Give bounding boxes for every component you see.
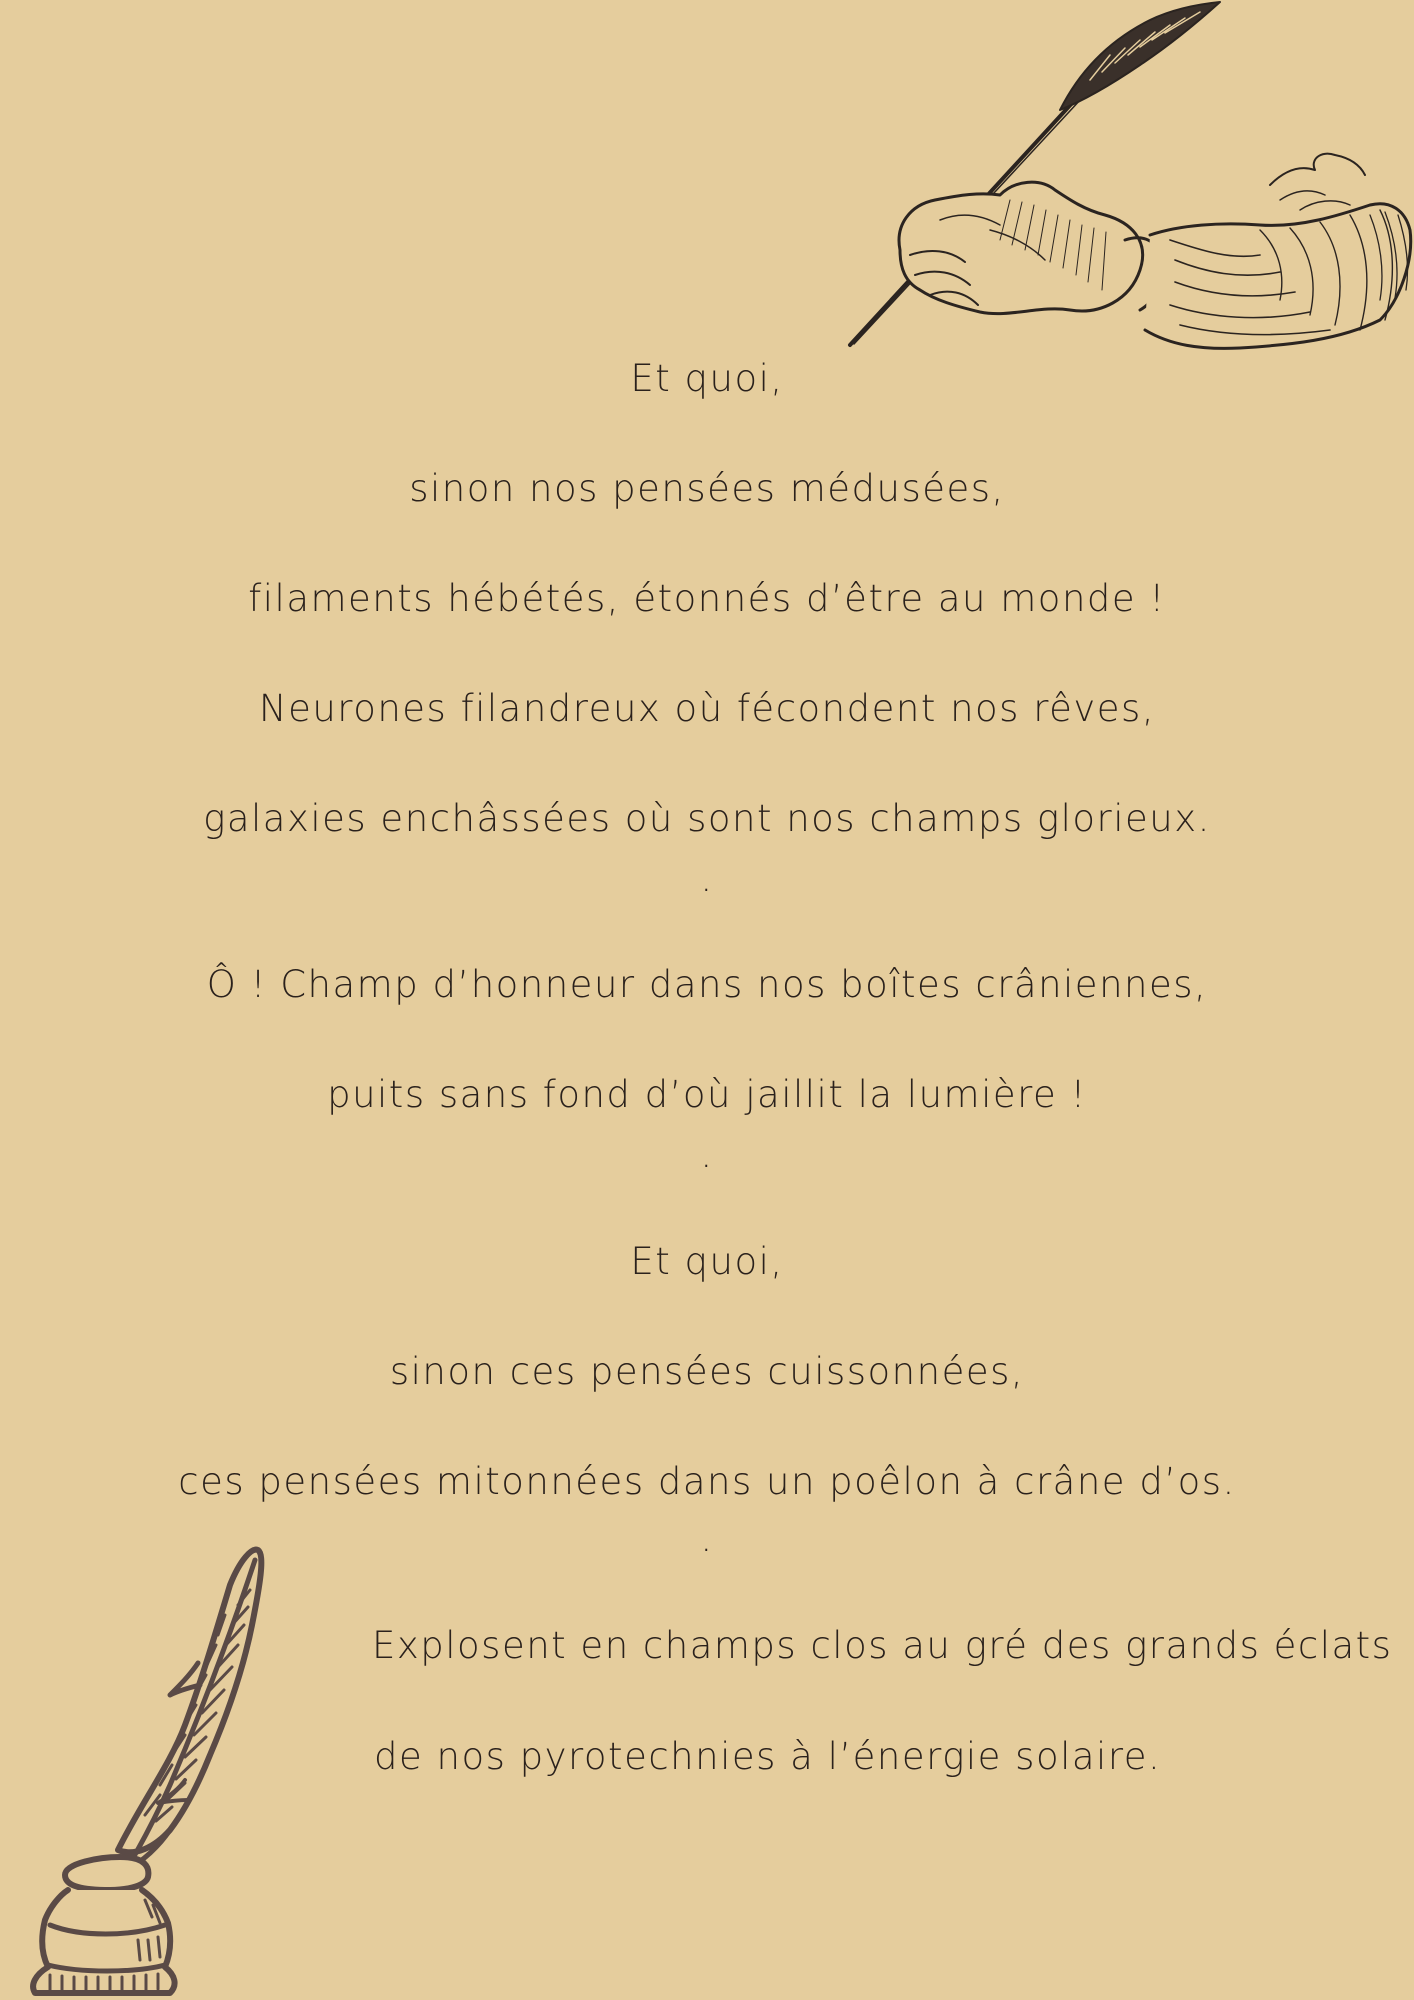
stanza-separator: .: [700, 857, 714, 900]
poem-line: filaments hébétés, étonnés d’être au monde !: [248, 577, 1166, 620]
poem-line: de nos pyrotechnies à l’énergie solaire.: [374, 1735, 1162, 1778]
poem-line: sinon ces pensées cuissonnées,: [389, 1350, 1025, 1393]
stanza-separator: .: [700, 1517, 714, 1560]
poem-line: Ô ! Champ d’honneur dans nos boîtes crâniennes,: [206, 963, 1208, 1006]
poem-line: Explosent en champs clos au gré des grands éclats: [372, 1624, 1393, 1667]
poem-line: Et quoi,: [630, 357, 784, 400]
poem-line: sinon nos pensées médusées,: [409, 467, 1005, 510]
poem-line: ces pensées mitonnées dans un poêlon à crâne d’os.: [178, 1460, 1236, 1503]
poem-line: galaxies enchâssées où sont nos champs glorieux.: [203, 797, 1211, 840]
poem-line: Neurones filandreux où fécondent nos rêves,: [258, 687, 1156, 730]
quill-inkwell-icon: [20, 1545, 340, 2000]
poem-line: Et quoi,: [630, 1240, 784, 1283]
stanza-separator: .: [700, 1133, 714, 1176]
hand-with-quill-icon: [840, 0, 1414, 360]
poem-line: puits sans fond d’où jaillit la lumière !: [327, 1073, 1087, 1116]
